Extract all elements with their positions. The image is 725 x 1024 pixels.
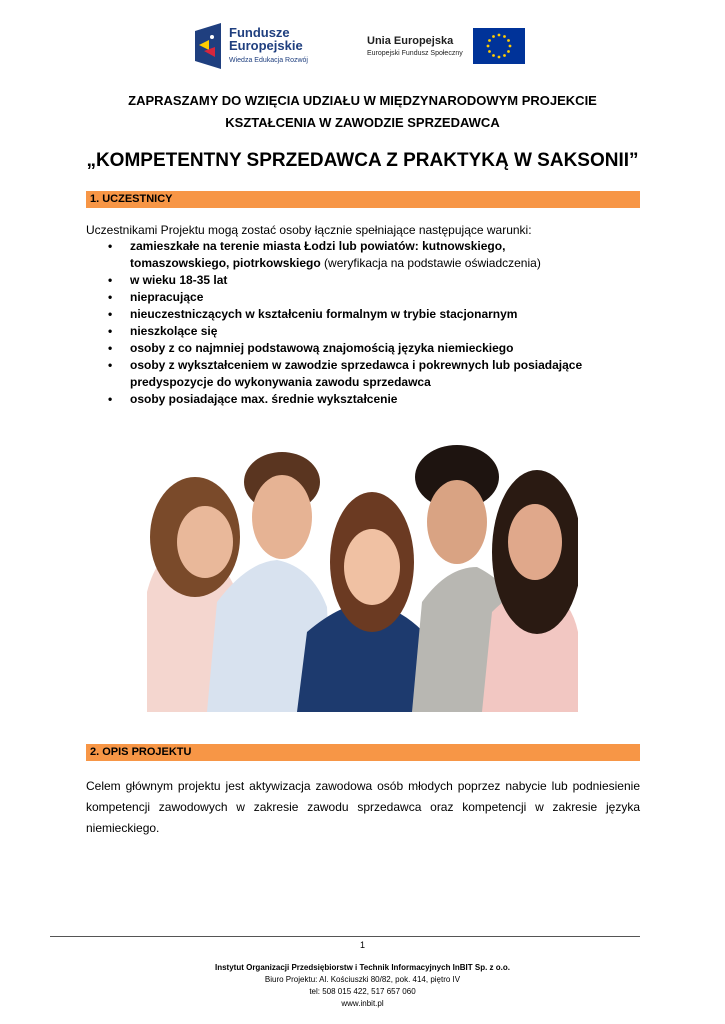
- fundusze-line1: Fundusze: [229, 24, 290, 40]
- heading-line-1: ZAPRASZAMY DO WZIĘCIA UDZIAŁU W MIĘDZYNARODOWYM PROJEKCIE: [128, 93, 597, 108]
- section-header-uczestnicy: 1. UCZESTNICY: [86, 191, 640, 208]
- fundusze-line2: Europejskie: [229, 37, 303, 53]
- list-item: [106, 306, 596, 323]
- footer-phone: tel: 508 015 422, 517 657 060: [309, 987, 416, 996]
- ue-subtitle: Europejski Fundusz Społeczny: [367, 50, 463, 57]
- list-item-bold: w wieku 18-35 lat: [130, 273, 228, 287]
- footer-divider: [50, 936, 640, 937]
- list-item: [106, 340, 596, 357]
- eu-flag-icon: [473, 28, 525, 64]
- list-item: [106, 323, 596, 340]
- page-title: „KOMPETENTNY SPRZEDAWCA Z PRAKTYKĄ W SAKSONII”: [86, 150, 639, 171]
- list-item: [106, 289, 596, 306]
- list-item-bold: osoby z co najmniej podstawową znajomością języka niemieckiego: [130, 341, 514, 355]
- footer-institution: Instytut Organizacji Przedsiębiorstw i Technik Informacyjnych InBIT Sp. z o.o.: [214, 963, 510, 972]
- footer: [0, 962, 725, 1010]
- page-number: 1: [359, 940, 365, 950]
- list-item-bold: nieszkolące się: [130, 324, 218, 338]
- unia-europejska-logo: [367, 28, 525, 64]
- logo-bar: [195, 16, 535, 76]
- section-header-opis-projektu: 2. OPIS PROJEKTU: [86, 744, 640, 761]
- conditions-list: [106, 238, 596, 408]
- list-item-bold: osoby posiadające max. średnie wykształcenie: [130, 392, 398, 406]
- fundusze-europejskie-logo: [195, 23, 355, 69]
- section1-intro: Uczestnikami Projektu mogą zostać osoby łącznie spełniające następujące warunki:: [86, 223, 532, 237]
- heading-line-2: KSZTAŁCENIA W ZAWODZIE SPRZEDAWCA: [225, 115, 500, 130]
- list-item-bold: osoby z wykształceniem w zawodzie sprzedawca i pokrewnych lub posiadające predyspozycje do wykonywania zawodu sprzedawca: [130, 358, 583, 389]
- list-item: [106, 272, 596, 289]
- list-item-bold: niepracujące: [130, 290, 204, 304]
- list-item: [106, 357, 596, 391]
- ue-title: Unia Europejska: [367, 35, 454, 47]
- footer-address: Biuro Projektu: Al. Kościuszki 80/82, pok. 414, piętro IV: [264, 975, 461, 984]
- list-item: [106, 238, 596, 272]
- list-item-bold: zamieszkałe na terenie miasta Łodzi lub powiatów: kutnowskiego, tomaszowskiego, piotrkowskiego: [130, 239, 506, 270]
- list-item-bold: nieuczestniczących w kształceniu formalnym w trybie stacjonarnym: [130, 307, 518, 321]
- section2-text: Celem głównym projektu jest aktywizacja zawodowa osób młodych poprzez nabycie lub podniesienie kompetencji zawodowych w zakresie zawodu sprzedawca oraz kompetencji w zakresie języka niemieckiego.: [86, 779, 640, 835]
- fundusze-europejskie-mark-icon: [195, 23, 221, 69]
- list-item: [106, 391, 596, 408]
- group-photo: [147, 442, 578, 712]
- list-item-normal: (weryfikacja na podstawie oświadczenia): [320, 256, 541, 270]
- fundusze-subtitle: Wiedza Edukacja Rozwój: [229, 56, 308, 64]
- footer-website: www.inbit.pl: [341, 999, 384, 1008]
